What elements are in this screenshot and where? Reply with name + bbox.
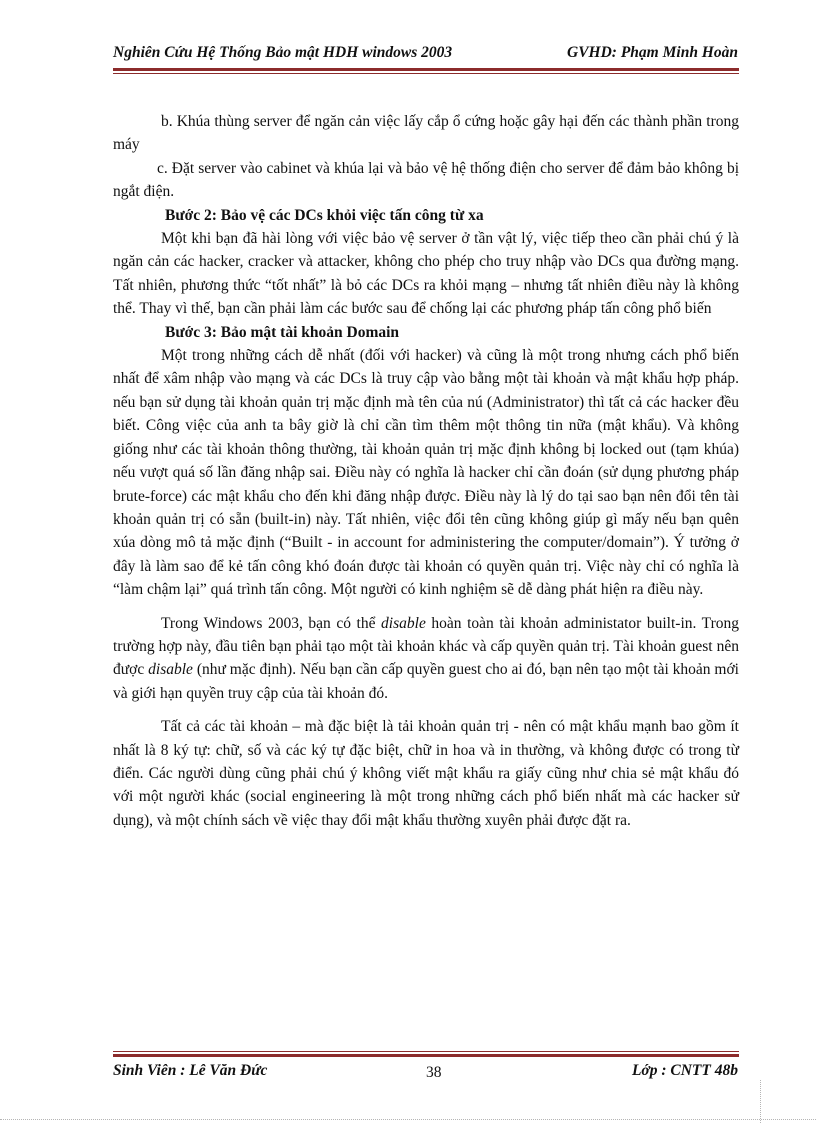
page-edge-dotted-line <box>0 1119 816 1120</box>
paragraph-passwords: Tất cả các tài khoản – mà đặc biệt là tải khoản quản trị - nên có mật khẩu mạnh bao gồm ít nhất là 8 ký tự: chữ, số và các ký tự đặc biệt, chữ in hoa và in thường, và không được có trong từ điển. Các người dùng cũng phải chú ý không viết mật khẩu ra giấy cũng như chia sẻ mật khẩu đó với một người khác (social engineering là một trong những cách phổ biến nhất mà các hacker sử dụng), và một chính sách về việc thay đổi mật khẩu thường xuyên phải được đặt ra. <box>113 718 739 829</box>
header-rule-thick <box>113 68 739 71</box>
paragraph-step-2: Một khi bạn đã hài lòng với việc bảo vệ server ở tần vật lý, việc tiếp theo cần phải chú ý là ngăn cản các hacker, cracker và attacker, không cho phép cho truy nhập vào DCs qua đường mạng. Tất nhiên, phương thức “tốt nhất” là bỏ các DCs ra khỏi mạng – nhưng tất nhiên điều này là không thể. Thay vì thế, bạn cần phải làm các bước sau để chống lại các phương pháp tấn công phổ biến <box>113 230 739 318</box>
footer-rule-thin <box>113 1051 739 1052</box>
paragraph-step-3-accounts: Một trong những cách dễ nhất (đối với hacker) và cũng là một trong nhưng cách phổ biến nhất để xâm nhập vào mạng và các DCs là truy cập vào bằng một tài khoản và mật khẩu hợp pháp. nếu bạn sử dụng tài khoản quản trị mặc định mà tên của nú (Administrator) thì tất cả các hacker đều biết. Công việc của anh ta bây giờ là chỉ cần tìm thêm một thông tin nữa (mật khẩu). Và không giống như các tài khoản thông thường, tài khoản quản trị mặc định không bị locked out (tạm khúa) nếu vượt quá số lần đăng nhập sai. Điều này có nghĩa là hacker chỉ cần đoán (sử dụng phương pháp brute-force) các mật khẩu cho đến khi đăng nhập được. Điều này là lý do tại sao bạn nên đổi tên tài khoản quản trị có sẵn (built-in) này. Tất nhiên, việc đổi tên cũng không giúp gì mấy nếu bạn quên xúa dòng mô tả mặc định (“Built - in account for administering the computer/domain”). Ý tưởng ở đây là làm sao để kẻ tấn công khó đoán được tài khoản có quyền quản trị. Việc này chỉ có nghĩa là “làm chậm lại” quá trình tấn công. Một người có kinh nghiệm sẽ dễ dàng phát hiện ra điều này. <box>113 347 739 599</box>
paragraph-windows-2003 <box>113 612 739 706</box>
italic-term: disable <box>148 661 193 679</box>
text-segment: Trong Windows 2003, bạn có thể <box>161 614 382 632</box>
footer-rule-thick <box>113 1054 739 1057</box>
text-segment: hoàn toàn tài khoản administator built-in. Trong trường hợp này, đầu tiên bạn phải tạo một tài khoản khác và cấp quyền quản trị. Tài khoản guest nên được <box>113 614 739 679</box>
heading-step-3: Bước 3: Bảo mật tài khoản Domain <box>165 323 400 341</box>
paragraph-c: c. Đặt server vào cabinet và khúa lại và bảo vệ hệ thống điện cho server để đảm bảo không bị ngắt điện. <box>113 159 739 201</box>
page-corner-dotted-line <box>760 1080 761 1123</box>
footer-student: Sinh Viên : Lê Văn Đức <box>113 1062 268 1079</box>
header-advisor: GVHD: Phạm Minh Hoàn <box>567 44 738 61</box>
paragraph-b: b. Khúa thùng server để ngăn cản việc lấy cắp ổ cứng hoặc gây hại đến các thành phần trong máy <box>113 113 739 154</box>
header-title: Nghiên Cứu Hệ Thống Bảo mật HDH windows 2003 <box>113 44 453 61</box>
footer-class: Lớp : CNTT 48b <box>631 1062 738 1079</box>
text-segment: (như mặc định). Nếu bạn cần cấp quyền guest cho ai đó, bạn nên tạo một tài khoản mới và giới hạn quyền truy cập của tài khoản đó. <box>113 661 739 702</box>
page-number: 38 <box>426 1064 442 1081</box>
header-rule-thin <box>113 73 739 74</box>
document-body <box>113 110 739 832</box>
italic-term: disable <box>381 614 426 632</box>
heading-step-2: Bước 2: Bảo vệ các DCs khỏi việc tấn công từ xa <box>165 206 484 224</box>
